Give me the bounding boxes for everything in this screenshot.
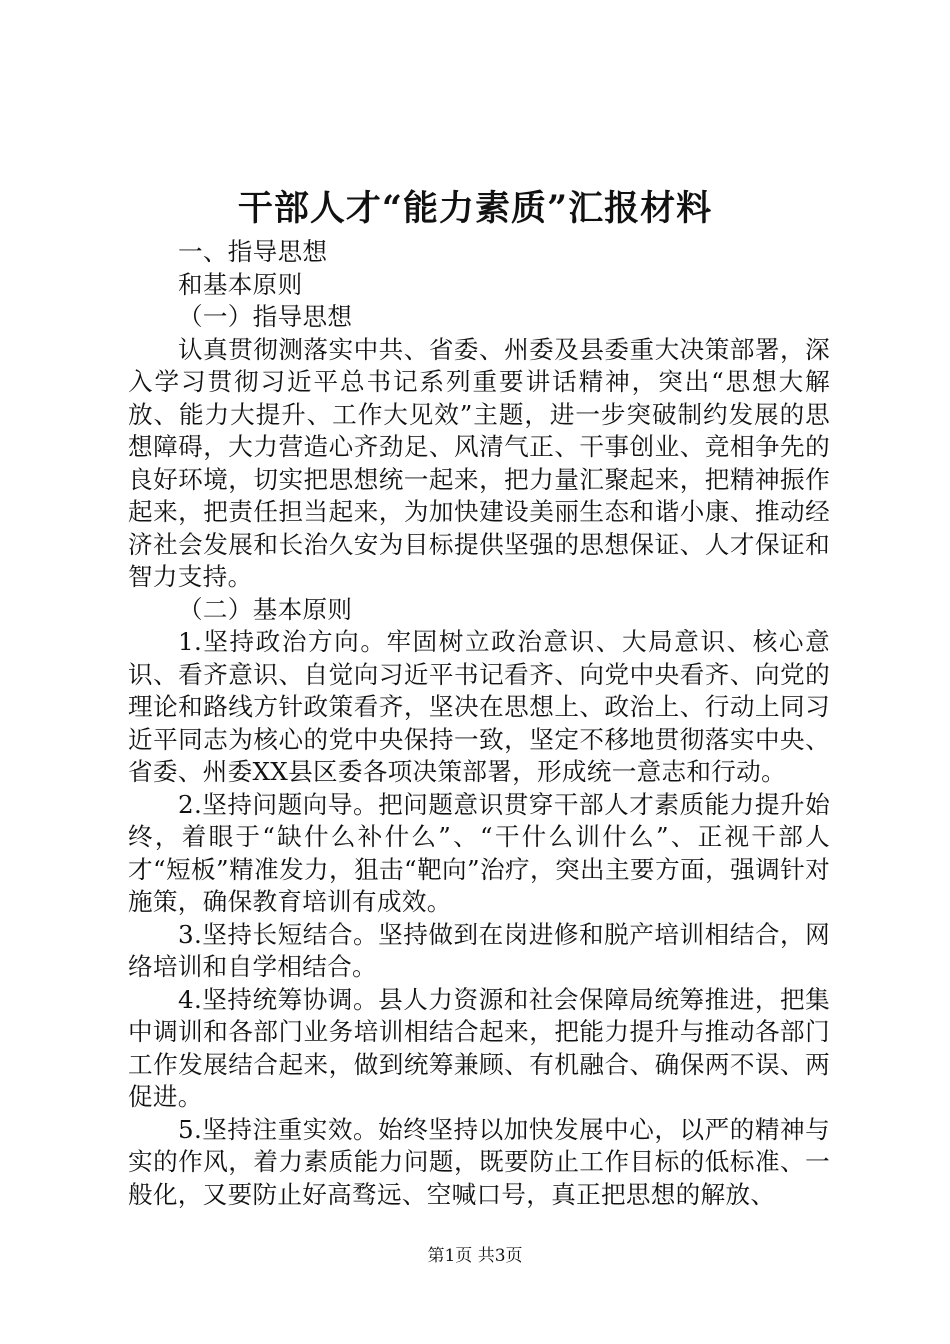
section-heading-1-part2: 和基本原则 [178, 269, 303, 299]
document-body [128, 236, 830, 1211]
subsection-heading-principles: （二）基本原则 [178, 594, 353, 624]
paragraph-principle-4: 4.坚持统筹协调。县人力资源和社会保障局统筹推进，把集中调训和各部门业务培训相结合起来，把能力提升与推动各部门工作发展结合起来，做到统筹兼顾、有机融合、确保两不误、两促进。 [128, 984, 830, 1111]
page-footer: 第1页 共3页 [427, 1246, 523, 1266]
document-title: 干部人才“能力素质”汇报材料 [237, 188, 713, 229]
paragraph-principle-2: 2.坚持问题向导。把问题意识贯穿干部人才素质能力提升始终，着眼于“缺什么补什么”、“干什么训什么”、正视干部人才“短板”精准发力，狙击“靶向”治疗，突出主要方面，强调针对施策，确保教育培训有成效。 [128, 789, 830, 916]
paragraph-guiding-thought: 认真贯彻测落实中共、省委、州委及县委重大决策部署，深入学习贯彻习近平总书记系列重要讲话精神，突出“思想大解放、能力大提升、工作大见效”主题，进一步突破制约发展的思想障碍，大力营造心齐劲足、风清气正、干事创业、竞相争先的良好环境，切实把思想统一起来，把力量汇聚起来，把精神振作起来，把责任担当起来，为加快建设美丽生态和谐小康、推动经济社会发展和长治久安为目标提供坚强的思想保证、人才保证和智力支持。 [128, 334, 830, 591]
paragraph-principle-1: 1.坚持政治方向。牢固树立政治意识、大局意识、核心意识、看齐意识、自觉向习近平书记看齐、向党中央看齐、向党的理论和路线方针政策看齐，坚决在思想上、政治上、行动上同习近平同志为核心的党中央保持一致，坚定不移地贯彻落实中央、省委、州委XX县区委各项决策部署，形成统一意志和行动。 [128, 627, 830, 786]
subsection-heading-guiding: （一）指导思想 [178, 302, 353, 331]
section-heading-1-part1: 一、指导思想 [178, 237, 328, 266]
paragraph-principle-3: 3.坚持长短结合。坚持做到在岗进修和脱产培训相结合，网络培训和自学相结合。 [128, 919, 830, 981]
paragraph-principle-5: 5.坚持注重实效。始终坚持以加快发展中心，以严的精神与实的作风，着力素质能力问题，既要防止工作目标的低标准、一般化，又要防止好高骛远、空喊口号，真正把思想的解放、 [128, 1114, 830, 1209]
